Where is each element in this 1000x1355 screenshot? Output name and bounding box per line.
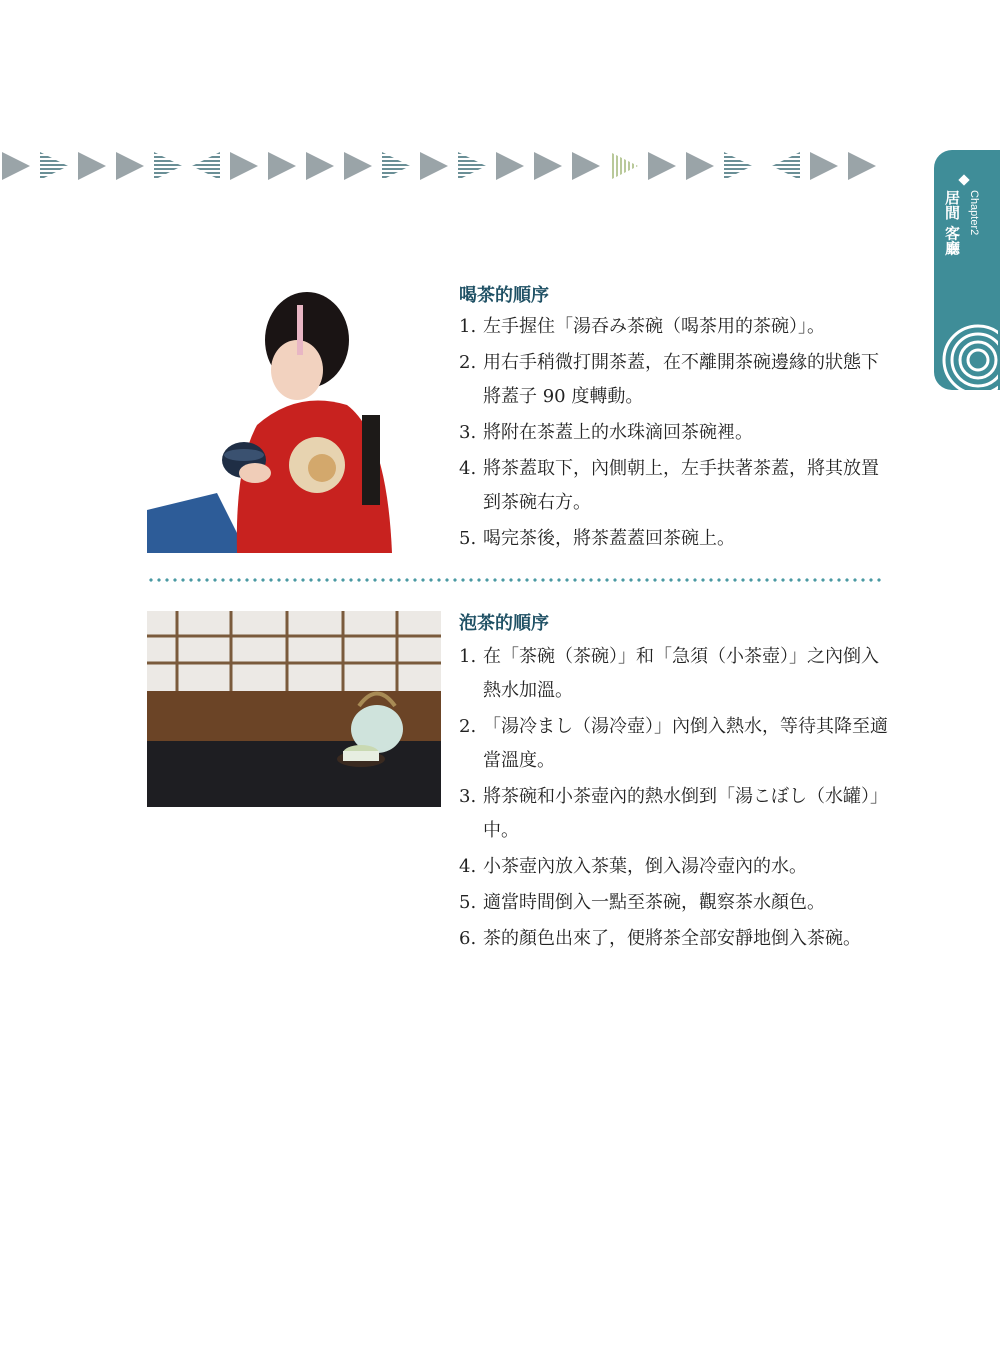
step-number: 2. [459, 716, 477, 737]
chapter-side-tab [934, 150, 1000, 390]
list-item [459, 780, 889, 848]
step-number: 5. [459, 892, 477, 913]
step-number: 3. [459, 786, 477, 807]
chapter-label: Chapter2 [968, 190, 980, 236]
diamond-icon [958, 174, 969, 185]
step-text: 在「茶碗（茶碗）」和「急須（小茶壺）」之內倒入熱水加溫。 [483, 646, 879, 701]
dotted-divider [147, 578, 882, 582]
list-item [459, 346, 889, 414]
step-text: 適當時間倒入一點至茶碗，觀察茶水顏色。 [483, 892, 825, 913]
drinking-steps-list [459, 310, 889, 558]
list-item [459, 886, 889, 920]
step-text: 小茶壺內放入茶葉，倒入湯冷壺內的水。 [483, 856, 807, 877]
list-item [459, 522, 889, 556]
concentric-circles-icon [938, 320, 998, 390]
step-number: 4. [459, 856, 477, 877]
triangle-decoration-band [0, 148, 900, 184]
step-number: 6. [459, 928, 477, 949]
step-number: 2. [459, 352, 477, 373]
section-heading-drinking: 喝茶的順序 [459, 285, 549, 306]
step-number: 3. [459, 422, 477, 443]
step-number: 4. [459, 458, 477, 479]
list-item [459, 850, 889, 884]
step-text: 將茶蓋取下，內側朝上，左手扶著茶蓋，將其放置到茶碗右方。 [483, 458, 879, 513]
list-item [459, 922, 889, 956]
section-heading-brewing: 泡茶的順序 [459, 613, 549, 634]
list-item [459, 452, 889, 520]
list-item [459, 310, 889, 344]
step-number: 1. [459, 316, 477, 337]
step-text: 左手握住「湯吞み茶碗（喝茶用的茶碗）」。 [483, 316, 825, 337]
step-text: 將茶碗和小茶壺內的熱水倒到「湯こぼし（水罐）」中。 [483, 786, 888, 841]
teapot-table-photo [147, 611, 441, 807]
step-number: 5. [459, 528, 477, 549]
step-text: 喝完茶後，將茶蓋蓋回茶碗上。 [483, 528, 735, 549]
step-text: 用右手稍微打開茶蓋，在不離開茶碗邊緣的狀態下將蓋子 90 度轉動。 [483, 352, 879, 407]
list-item [459, 416, 889, 450]
step-number: 1. [459, 646, 477, 667]
step-text: 茶的顏色出來了，便將茶全部安靜地倒入茶碗。 [483, 928, 861, 949]
chapter-title: 居間 客廳 [943, 190, 961, 256]
kimono-woman-photo [147, 285, 412, 553]
list-item [459, 710, 889, 778]
list-item [459, 640, 889, 708]
brewing-steps-list [459, 640, 889, 958]
step-text: 將附在茶蓋上的水珠滴回茶碗裡。 [483, 422, 753, 443]
step-text: 「湯冷まし（湯冷壺）」內倒入熱水，等待其降至適當溫度。 [483, 716, 888, 771]
